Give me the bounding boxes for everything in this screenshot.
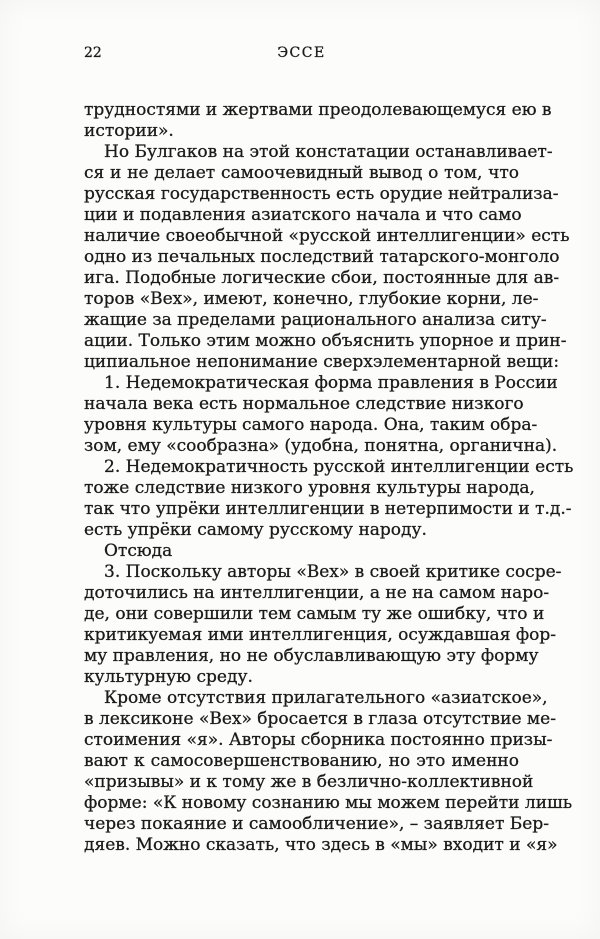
text-line: вают к самосовершенствованию, но это именно: [84, 751, 519, 771]
text-line: ципиальное непонимание сверхэлементарной вещи:: [84, 352, 560, 372]
text-line: есть упрёки самому русскому народу.: [84, 520, 427, 540]
text-line: Отсюда: [104, 541, 173, 561]
paragraph: [84, 100, 552, 142]
paragraph: [84, 142, 570, 373]
text-line: 3. Поскольку авторы «Вех» в своей критике сосре-: [104, 562, 562, 582]
text-line: зом, ему «сообразна» (удобна, понятна, органична).: [84, 436, 558, 456]
paragraph: [84, 457, 574, 541]
text-line: наличие своеобычной «русской интеллигенции» есть: [84, 226, 570, 246]
page-number: 22: [84, 45, 102, 61]
text-block: [84, 100, 574, 856]
text-line: уровня культуры самого народа. Она, таким обра-: [84, 415, 538, 435]
text-line: в лексиконе «Вех» бросается в глаза отсутствие ме-: [84, 709, 556, 729]
paragraph: [84, 373, 558, 457]
text-line: начала века есть нормальное следствие низкого: [84, 394, 524, 414]
text-line: ции и подавления азиатского начала и что само: [84, 205, 522, 225]
text-line: 1. Недемократическая форма правления в России: [104, 373, 558, 393]
text-line: торов «Вех», имеют, конечно, глубокие корни, ле-: [84, 289, 539, 309]
text-line: трудностями и жертвами преодолевающемуся ею в: [84, 100, 552, 120]
text-line: дяев. Можно сказать, что здесь в «мы» входит и «я»: [84, 835, 558, 855]
paragraph: [84, 541, 519, 562]
text-line: культурную среду.: [84, 667, 253, 687]
text-line: тоже следствие низкого уровня культуры народа,: [84, 478, 535, 498]
page-header: [84, 45, 519, 62]
text-line: жащие за пределами рационального анализа ситу-: [84, 310, 547, 330]
text-line: через покаяние и самообличение», – заявляет Бер-: [84, 814, 549, 834]
text-line: стоимения «я». Авторы сборника постоянно призы-: [84, 730, 553, 750]
text-line: ига. Подобные логические сбои, постоянные для ав-: [84, 268, 560, 288]
text-line: так что упрёки интеллигенции в нетерпимости и т.д.-: [84, 499, 572, 519]
text-line: де, они совершили тем самым ту же ошибку, что и: [84, 604, 545, 624]
text-line: «призывы» и к тому же в безлично-коллективной: [84, 772, 534, 792]
text-line: русская государственность есть орудие нейтрализа-: [84, 184, 559, 204]
text-line: ся и не делает самоочевидный вывод о том, что: [84, 163, 519, 183]
text-line: критикуемая ими интеллигенция, осуждавшая фор-: [84, 625, 556, 645]
paragraph: [84, 688, 573, 856]
text-line: Кроме отсутствия прилагательного «азиатское»,: [104, 688, 548, 708]
text-line: Но Булгаков на этой констатации останавливает-: [104, 142, 553, 162]
text-line: доточились на интеллигенции, а не на самом наро-: [84, 583, 550, 603]
text-line: истории».: [84, 121, 174, 141]
text-line: ации. Только этим можно объяснить упорное и прин-: [84, 331, 567, 351]
paragraph: [84, 562, 562, 688]
text-line: му правления, но не обуславливающую эту форму: [84, 646, 539, 666]
running-title: ЭССЕ: [277, 45, 326, 61]
text-line: 2. Недемократичность русской интеллигенции есть: [104, 457, 574, 477]
text-line: одно из печальных последствий татарского-монголо: [84, 247, 560, 267]
text-line: форме: «К новому сознанию мы можем перейти лишь: [84, 793, 573, 813]
